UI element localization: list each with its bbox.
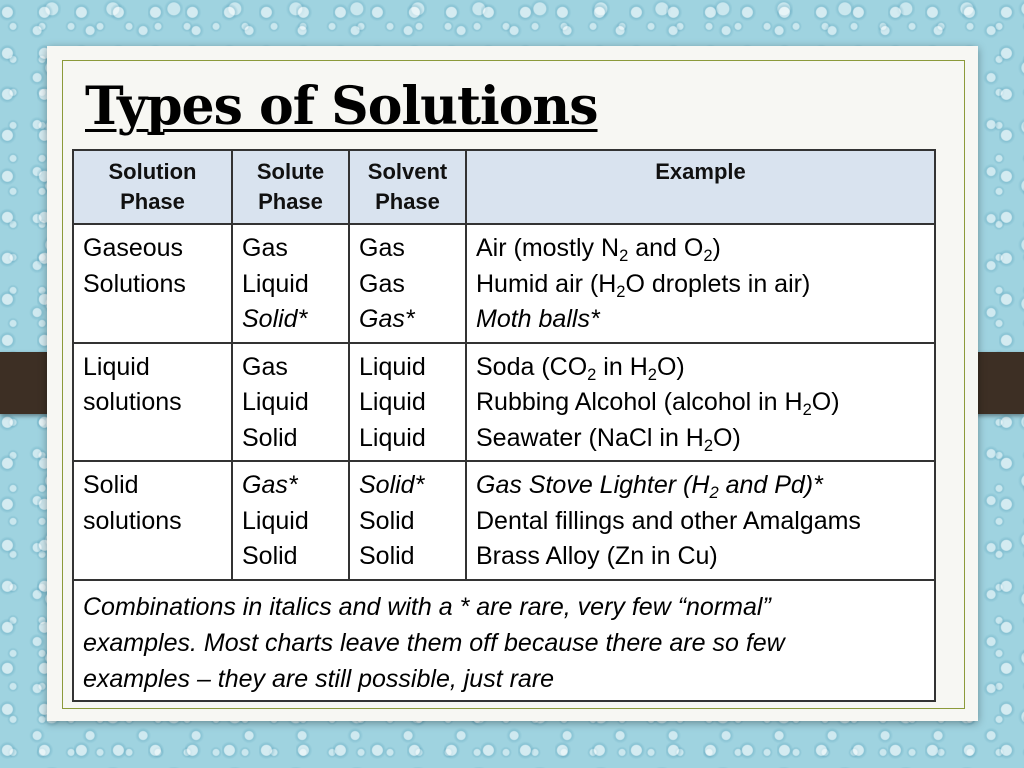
solute-phase-cell bbox=[232, 343, 349, 462]
solutions-table bbox=[72, 149, 936, 702]
solvent-phase-text: Gas bbox=[359, 269, 405, 298]
slide-paper bbox=[47, 46, 978, 721]
solution-phase-cell bbox=[73, 343, 232, 462]
solvent-phase-text: Gas bbox=[359, 234, 405, 262]
note-line: Combinations in italics and with a * are rare, very few “normal” bbox=[83, 592, 771, 621]
solution-phase-text: solutions bbox=[83, 506, 182, 535]
solute-phase-text: Gas* bbox=[242, 471, 298, 499]
header-line: Example bbox=[655, 159, 746, 184]
subscript: 2 bbox=[647, 365, 657, 384]
solvent-phase-text: Liquid bbox=[359, 388, 426, 416]
example-text bbox=[476, 504, 925, 540]
solute-phase-text: Liquid bbox=[242, 269, 309, 298]
solution-phase-text: Solutions bbox=[83, 269, 186, 298]
solute-phase-text: Solid bbox=[242, 423, 298, 452]
header-line: Solvent bbox=[367, 159, 448, 184]
solute-phase-text: Solid* bbox=[242, 305, 308, 333]
example-text bbox=[476, 231, 925, 267]
solution-phase-cell bbox=[73, 461, 232, 580]
header-line: Solution bbox=[108, 159, 197, 184]
example-text-part: Seawater (NaCl in H bbox=[476, 423, 704, 452]
example-cell bbox=[466, 461, 935, 580]
slide-title: Types of Solutions bbox=[85, 76, 598, 137]
subscript: 2 bbox=[703, 436, 714, 455]
example-text-part: O) bbox=[811, 388, 840, 416]
example-text-part: Brass Alloy (Zn in Cu) bbox=[476, 542, 718, 570]
example-text-part: in H bbox=[596, 352, 648, 381]
solute-phase-text: Liquid bbox=[242, 388, 309, 416]
subscript: 2 bbox=[587, 365, 597, 384]
example-text bbox=[476, 302, 925, 338]
header-line: Solute bbox=[256, 159, 325, 184]
table-header-row bbox=[73, 150, 935, 224]
solute-phase-text: Gas bbox=[242, 234, 288, 262]
example-text-part: O) bbox=[656, 352, 685, 381]
solute-phase-text: Solid bbox=[242, 542, 298, 570]
example-text-part: Air (mostly N bbox=[476, 234, 620, 262]
table-row bbox=[73, 461, 935, 580]
example-text bbox=[476, 385, 925, 421]
solute-phase-text: Gas bbox=[242, 352, 288, 381]
solvent-phase-text: Solid bbox=[359, 506, 415, 535]
rarity-note bbox=[73, 580, 935, 701]
solution-phase-text: Gaseous bbox=[83, 234, 184, 262]
header-solvent-phase bbox=[349, 150, 466, 224]
solvent-phase-text: Solid* bbox=[359, 471, 425, 499]
solvent-phase-cell bbox=[349, 461, 466, 580]
example-text-part: Gas Stove Lighter (H bbox=[476, 471, 710, 499]
example-text-part: Rubbing Alcohol (alcohol in H bbox=[476, 388, 803, 416]
example-text-part: Dental fillings and other Amalgams bbox=[476, 506, 861, 535]
example-text bbox=[476, 468, 925, 504]
header-example bbox=[466, 150, 935, 224]
solution-phase-cell bbox=[73, 224, 232, 343]
solution-phase-text: solutions bbox=[83, 388, 182, 416]
solution-phase-text: Liquid bbox=[83, 352, 150, 381]
note-line: examples – they are still possible, just rare bbox=[83, 664, 555, 693]
subscript: 2 bbox=[703, 246, 713, 265]
example-text-part: and O bbox=[628, 234, 704, 262]
example-text-part: Soda (CO bbox=[476, 352, 588, 381]
header-line: Phase bbox=[120, 189, 185, 214]
solvent-phase-cell bbox=[349, 224, 466, 343]
subscript: 2 bbox=[802, 400, 812, 419]
example-text-part: O) bbox=[713, 423, 741, 452]
example-text bbox=[476, 267, 925, 303]
subscript: 2 bbox=[709, 483, 719, 502]
note-line: examples. Most charts leave them off because there are so few bbox=[83, 628, 785, 657]
example-text bbox=[476, 539, 925, 575]
example-text bbox=[476, 350, 925, 386]
example-text-part: and Pd)* bbox=[718, 471, 823, 499]
example-text-part: O droplets in air) bbox=[625, 269, 811, 298]
solute-phase-cell bbox=[232, 461, 349, 580]
example-text-part: Moth balls* bbox=[476, 305, 600, 333]
note-row bbox=[73, 580, 935, 701]
solvent-phase-text: Solid bbox=[359, 542, 415, 570]
header-line: Phase bbox=[258, 189, 323, 214]
example-text-part: Humid air (H bbox=[476, 269, 617, 298]
solvent-phase-text: Liquid bbox=[359, 423, 426, 452]
example-text-part: ) bbox=[712, 234, 721, 262]
solvent-phase-text: Liquid bbox=[359, 352, 426, 381]
example-cell bbox=[466, 343, 935, 462]
header-line: Phase bbox=[375, 189, 440, 214]
solvent-phase-cell bbox=[349, 343, 466, 462]
solvent-phase-text: Gas* bbox=[359, 305, 415, 333]
header-solution-phase bbox=[73, 150, 232, 224]
solute-phase-cell bbox=[232, 224, 349, 343]
example-cell bbox=[466, 224, 935, 343]
header-solute-phase bbox=[232, 150, 349, 224]
subscript: 2 bbox=[616, 282, 626, 301]
example-text bbox=[476, 421, 925, 457]
table-row bbox=[73, 343, 935, 462]
table-row bbox=[73, 224, 935, 343]
subscript: 2 bbox=[619, 246, 629, 265]
solute-phase-text: Liquid bbox=[242, 506, 309, 535]
solution-phase-text: Solid bbox=[83, 471, 139, 499]
table-body bbox=[73, 224, 935, 580]
